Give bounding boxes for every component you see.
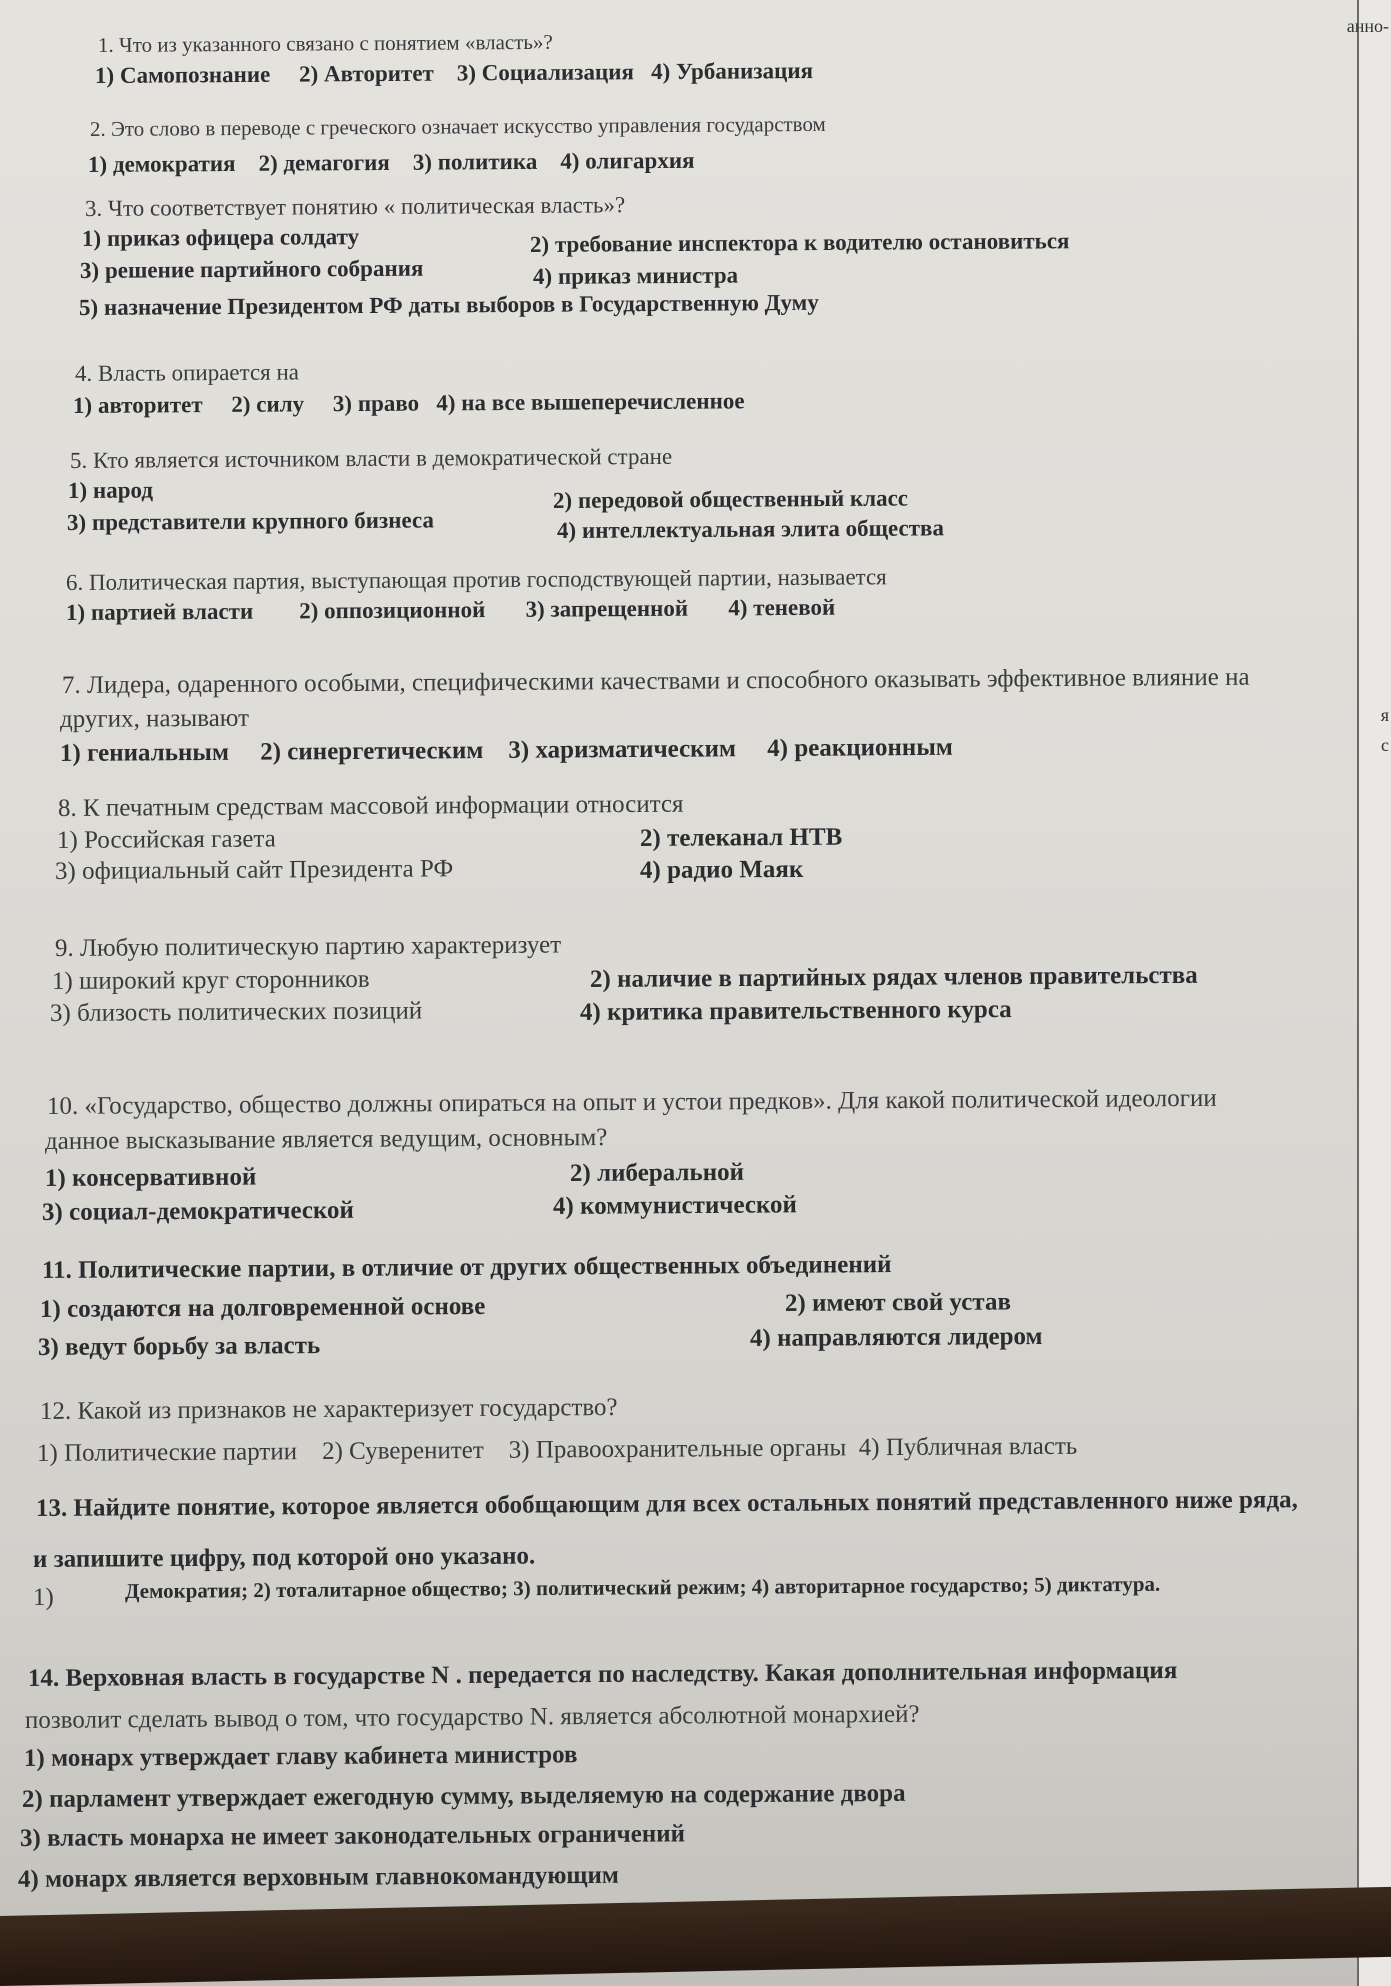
question-option: 2) имеют свой устав — [784, 1288, 1011, 1317]
question-text: данное высказывание является ведущим, основным? — [44, 1124, 608, 1155]
question-text: 5. Кто является источником власти в демократической стране — [69, 443, 673, 473]
question-text: 2. Это слово в переводе с греческого означает искусство управления государством — [89, 111, 826, 141]
question-text: других, называют — [59, 704, 250, 733]
question-option: 3) представители крупного бизнеса — [66, 507, 435, 535]
question-text: 10. «Государство, общество должны опираться на опыт и устои предков». Для какой политической идеологии — [46, 1084, 1217, 1120]
question-option: 4) монарх является верховным главнокомандующим — [17, 1861, 620, 1893]
question-option: 1) народ — [67, 477, 154, 503]
question-options: 1) гениальным 2) синергетическим 3) харизматическим 4) реакционным — [59, 733, 953, 767]
question-option: 2) парламент утверждает ежегодную сумму, выделяемую на содержание двора — [21, 1779, 906, 1813]
adjacent-page-fragment: я — [1380, 705, 1389, 725]
adjacent-page-fragment: с — [1381, 735, 1389, 755]
question-options: 1) демократия 2) демагогия 3) политика 4) олигархия — [87, 147, 695, 177]
question-text: 8. К печатным средствам массовой информации относится — [57, 790, 684, 822]
question-text: 13. Найдите понятие, которое является обобщающим для всех остальных понятий представленного ниже ряда, — [35, 1486, 1298, 1522]
question-option: 3) власть монарха не имеет законодательных ограничений — [19, 1820, 686, 1852]
question-option: 3) ведут борьбу за власть — [37, 1332, 321, 1361]
question-option: 2) наличие в партийных рядах членов правительства — [589, 961, 1198, 993]
question-text: 4. Власть опирается на — [74, 359, 300, 386]
question-option: 1) Российская газета — [56, 825, 276, 854]
question-text: 6. Политическая партия, выступающая против господствующей партии, называется — [65, 564, 887, 595]
question-option: 4) приказ министра — [532, 262, 739, 289]
question-option-number: 1) — [32, 1583, 54, 1611]
question-option: 2) телеканал НТВ — [639, 823, 843, 852]
adjacent-page-edge — [1346, 0, 1391, 1986]
question-text: 1. Что из указанного связано с понятием «власть»? — [97, 29, 553, 57]
question-text: 11. Политические партии, в отличие от других общественных объединений — [41, 1251, 892, 1284]
question-option: 2) требование инспектора к водителю остановиться — [529, 228, 1070, 257]
question-text: 3. Что соответствует понятию « политическая власть»? — [84, 192, 626, 221]
question-option: 2) либеральной — [569, 1158, 745, 1187]
wooden-table-surface — [0, 1887, 1391, 1986]
question-text: и запишите цифру, под которой оно указано. — [32, 1542, 536, 1573]
question-option: 1) широкий круг сторонников — [51, 965, 370, 995]
question-option: 3) официальный сайт Президента РФ — [54, 855, 454, 885]
question-option: 3) близость политических позиций — [49, 997, 423, 1027]
question-options: Демократия; 2) тоталитарное общество; 3) политический режим; 4) авторитарное государство; 5) диктатура. — [124, 1571, 1161, 1603]
question-option: 4) направляются лидером — [749, 1322, 1043, 1352]
question-option: 2) передовой общественный класс — [552, 485, 909, 513]
question-option: 4) коммунистической — [552, 1191, 797, 1220]
question-options: 1) Самопознание 2) Авторитет 3) Социализация 4) Урбанизация — [94, 57, 814, 88]
adjacent-page-text: анно- — [1346, 16, 1389, 36]
question-text: позволит сделать вывод о том, что государство N. является абсолютной монархией? — [24, 1700, 920, 1734]
question-option: 4) интеллектуальная элита общества — [556, 515, 945, 543]
question-text: 9. Любую политическую партию характеризует — [54, 931, 562, 962]
question-text: 7. Лидера, одаренного особыми, специфическими качествами и способного оказывать эффективное влияние на — [61, 663, 1250, 699]
question-options: 1) партией власти 2) оппозиционной 3) запрещенной 4) теневой — [65, 594, 836, 625]
question-option: 1) монарх утверждает главу кабинета министров — [23, 1741, 578, 1772]
question-options: 1) Политические партии 2) Суверенитет 3) Правоохранительные органы 4) Публичная власть — [36, 1432, 1078, 1467]
question-text: 12. Какой из признаков не характеризует государство? — [39, 1393, 618, 1425]
question-option: 3) социал-демократической — [41, 1196, 355, 1226]
question-option: 1) приказ офицера солдату — [81, 224, 360, 251]
question-option: 1) консервативной — [44, 1163, 257, 1192]
question-option: 4) радио Маяк — [639, 855, 804, 884]
question-option: 1) создаются на долговременной основе — [39, 1292, 486, 1323]
question-option: 5) назначение Президентом РФ даты выборов в Государственную Думу — [78, 289, 819, 320]
question-option: 3) решение партийного собрания — [79, 255, 424, 283]
question-options: 1) авторитет 2) силу 3) право 4) на все вышеперечисленное — [72, 388, 745, 418]
question-option: 4) критика правительственного курса — [579, 995, 1012, 1026]
question-text: 14. Верховная власть в государстве N . передается по наследству. Какая дополнительная информация — [27, 1656, 1178, 1692]
